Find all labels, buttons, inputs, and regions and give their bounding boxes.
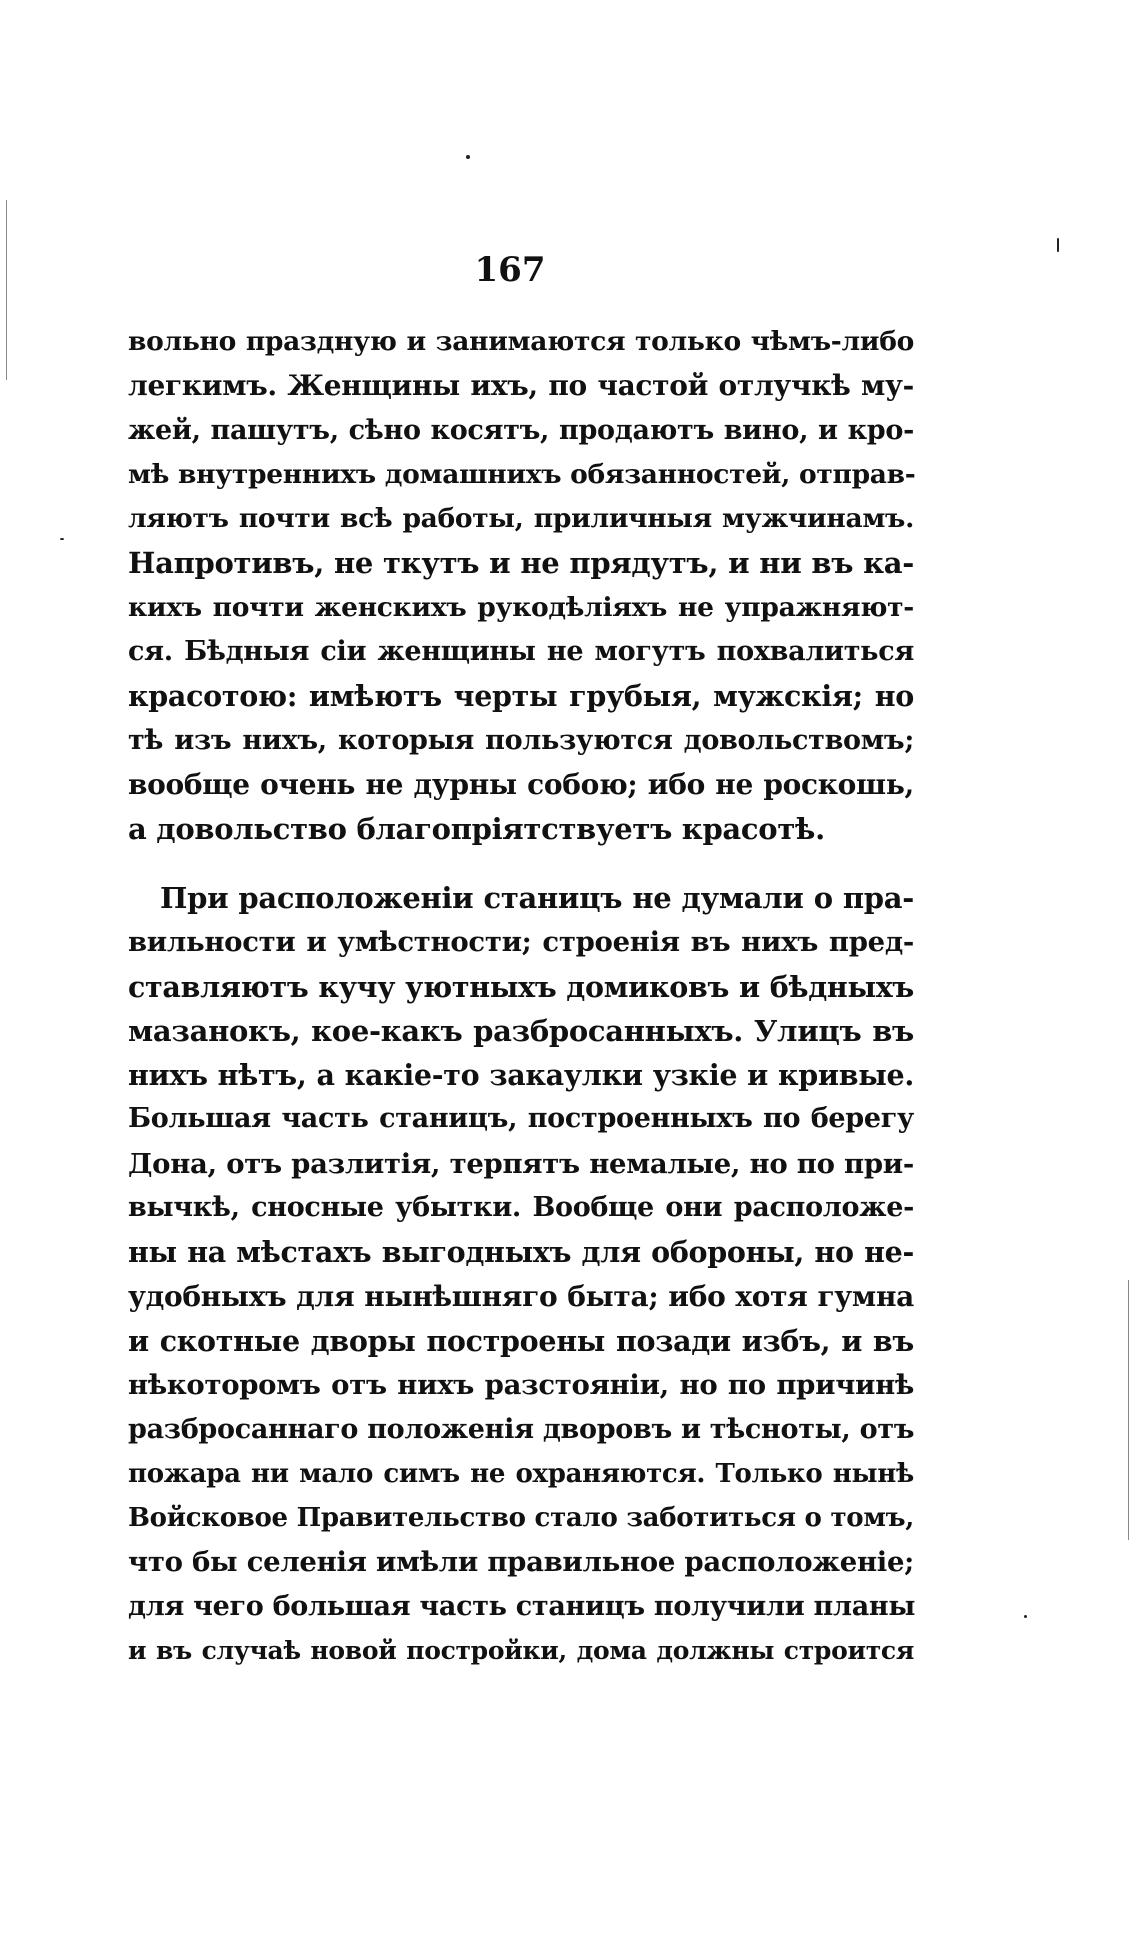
text-line: ся. Бѣдныя сіи женщины не могутъ похвалиться <box>128 636 914 668</box>
text-line: Большая часть станицъ, построенныхъ по берегу <box>128 1103 914 1135</box>
scan-speck <box>1024 1615 1027 1618</box>
text-line: и въ случаѣ новой постройки, дома должны строится <box>128 1636 914 1666</box>
text-line: нихъ нѣтъ, а какіе-то закаулки узкіе и кривые. <box>128 1058 914 1093</box>
paragraph-2 <box>128 876 914 1673</box>
text-line: кихъ почти женскихъ рукодѣліяхъ не упражняют- <box>128 591 914 623</box>
text-line: мѣ внутреннихъ домашнихъ обязанностей, отправ- <box>128 458 916 490</box>
text-line: а довольство благопріятствуетъ красотѣ. <box>128 812 825 847</box>
text-line: и скотные дворы построены позади избъ, и въ <box>128 1323 914 1358</box>
text-line: пожара ни мало симъ не охраняются. Только нынѣ <box>128 1458 914 1489</box>
text-line: тѣ изъ нихъ, которыя пользуются довольствомъ; <box>128 724 914 756</box>
text-line: легкимъ. Женщины ихъ, по частой отлучкѣ му- <box>128 369 914 403</box>
scan-edge-left <box>6 200 7 380</box>
text-line: ны на мѣстахъ выгодныхъ для обороны, но не- <box>128 1235 914 1270</box>
text-line: разбросаннаго положенія дворовъ и тѣсноты, отъ <box>128 1413 915 1445</box>
text-line: Дона, отъ разлитія, терпятъ немалые, но по при- <box>128 1147 914 1180</box>
scan-speck <box>466 155 470 159</box>
text-line: мазанокъ, кое-какъ разбросанныхъ. Улицъ въ <box>128 1013 914 1048</box>
text-line: что бы селенія имѣли правильное расположеніе; <box>128 1546 914 1579</box>
page-number: 167 <box>474 250 546 290</box>
text-line: При расположеніи станицъ не думали о пра- <box>160 881 914 915</box>
scan-speck <box>1057 238 1059 252</box>
text-line: жей, пашутъ, сѣно косятъ, продаютъ вино, и кро- <box>128 414 914 446</box>
text-line: ставляютъ кучу уютныхъ домиковъ и бѣдныхъ <box>128 969 914 1004</box>
scan-speck <box>60 538 64 540</box>
text-line: вообще очень не дурны собою; ибо не роскошь, <box>128 767 914 801</box>
scan-edge-right <box>1128 1280 1129 1540</box>
text-line: вычкѣ, сносные убытки. Вообще они расположе- <box>128 1192 914 1224</box>
text-line: нѣкоторомъ отъ нихъ разстояніи, но по причинѣ <box>128 1369 914 1402</box>
text-line: вольно праздную и занимаются только чѣмъ-либо <box>128 326 914 357</box>
text-line: вильности и умѣстности; строенія въ нихъ пред- <box>128 926 914 959</box>
text-line: Напротивъ, не ткутъ и не прядутъ, и ни въ ка- <box>128 546 914 581</box>
text-line: ляютъ почти всѣ работы, приличныя мужчинамъ. <box>128 503 914 535</box>
text-line: Войсковое Правительство стало заботиться о томъ, <box>128 1503 914 1534</box>
text-line: для чего большая часть станицъ получили планы <box>128 1590 916 1622</box>
paragraph-1 <box>128 320 914 852</box>
text-line: красотою: имѣютъ черты грубыя, мужскія; но <box>128 679 914 714</box>
text-line: удобныхъ для нынѣшняго быта; ибо хотя гумна <box>128 1279 914 1313</box>
